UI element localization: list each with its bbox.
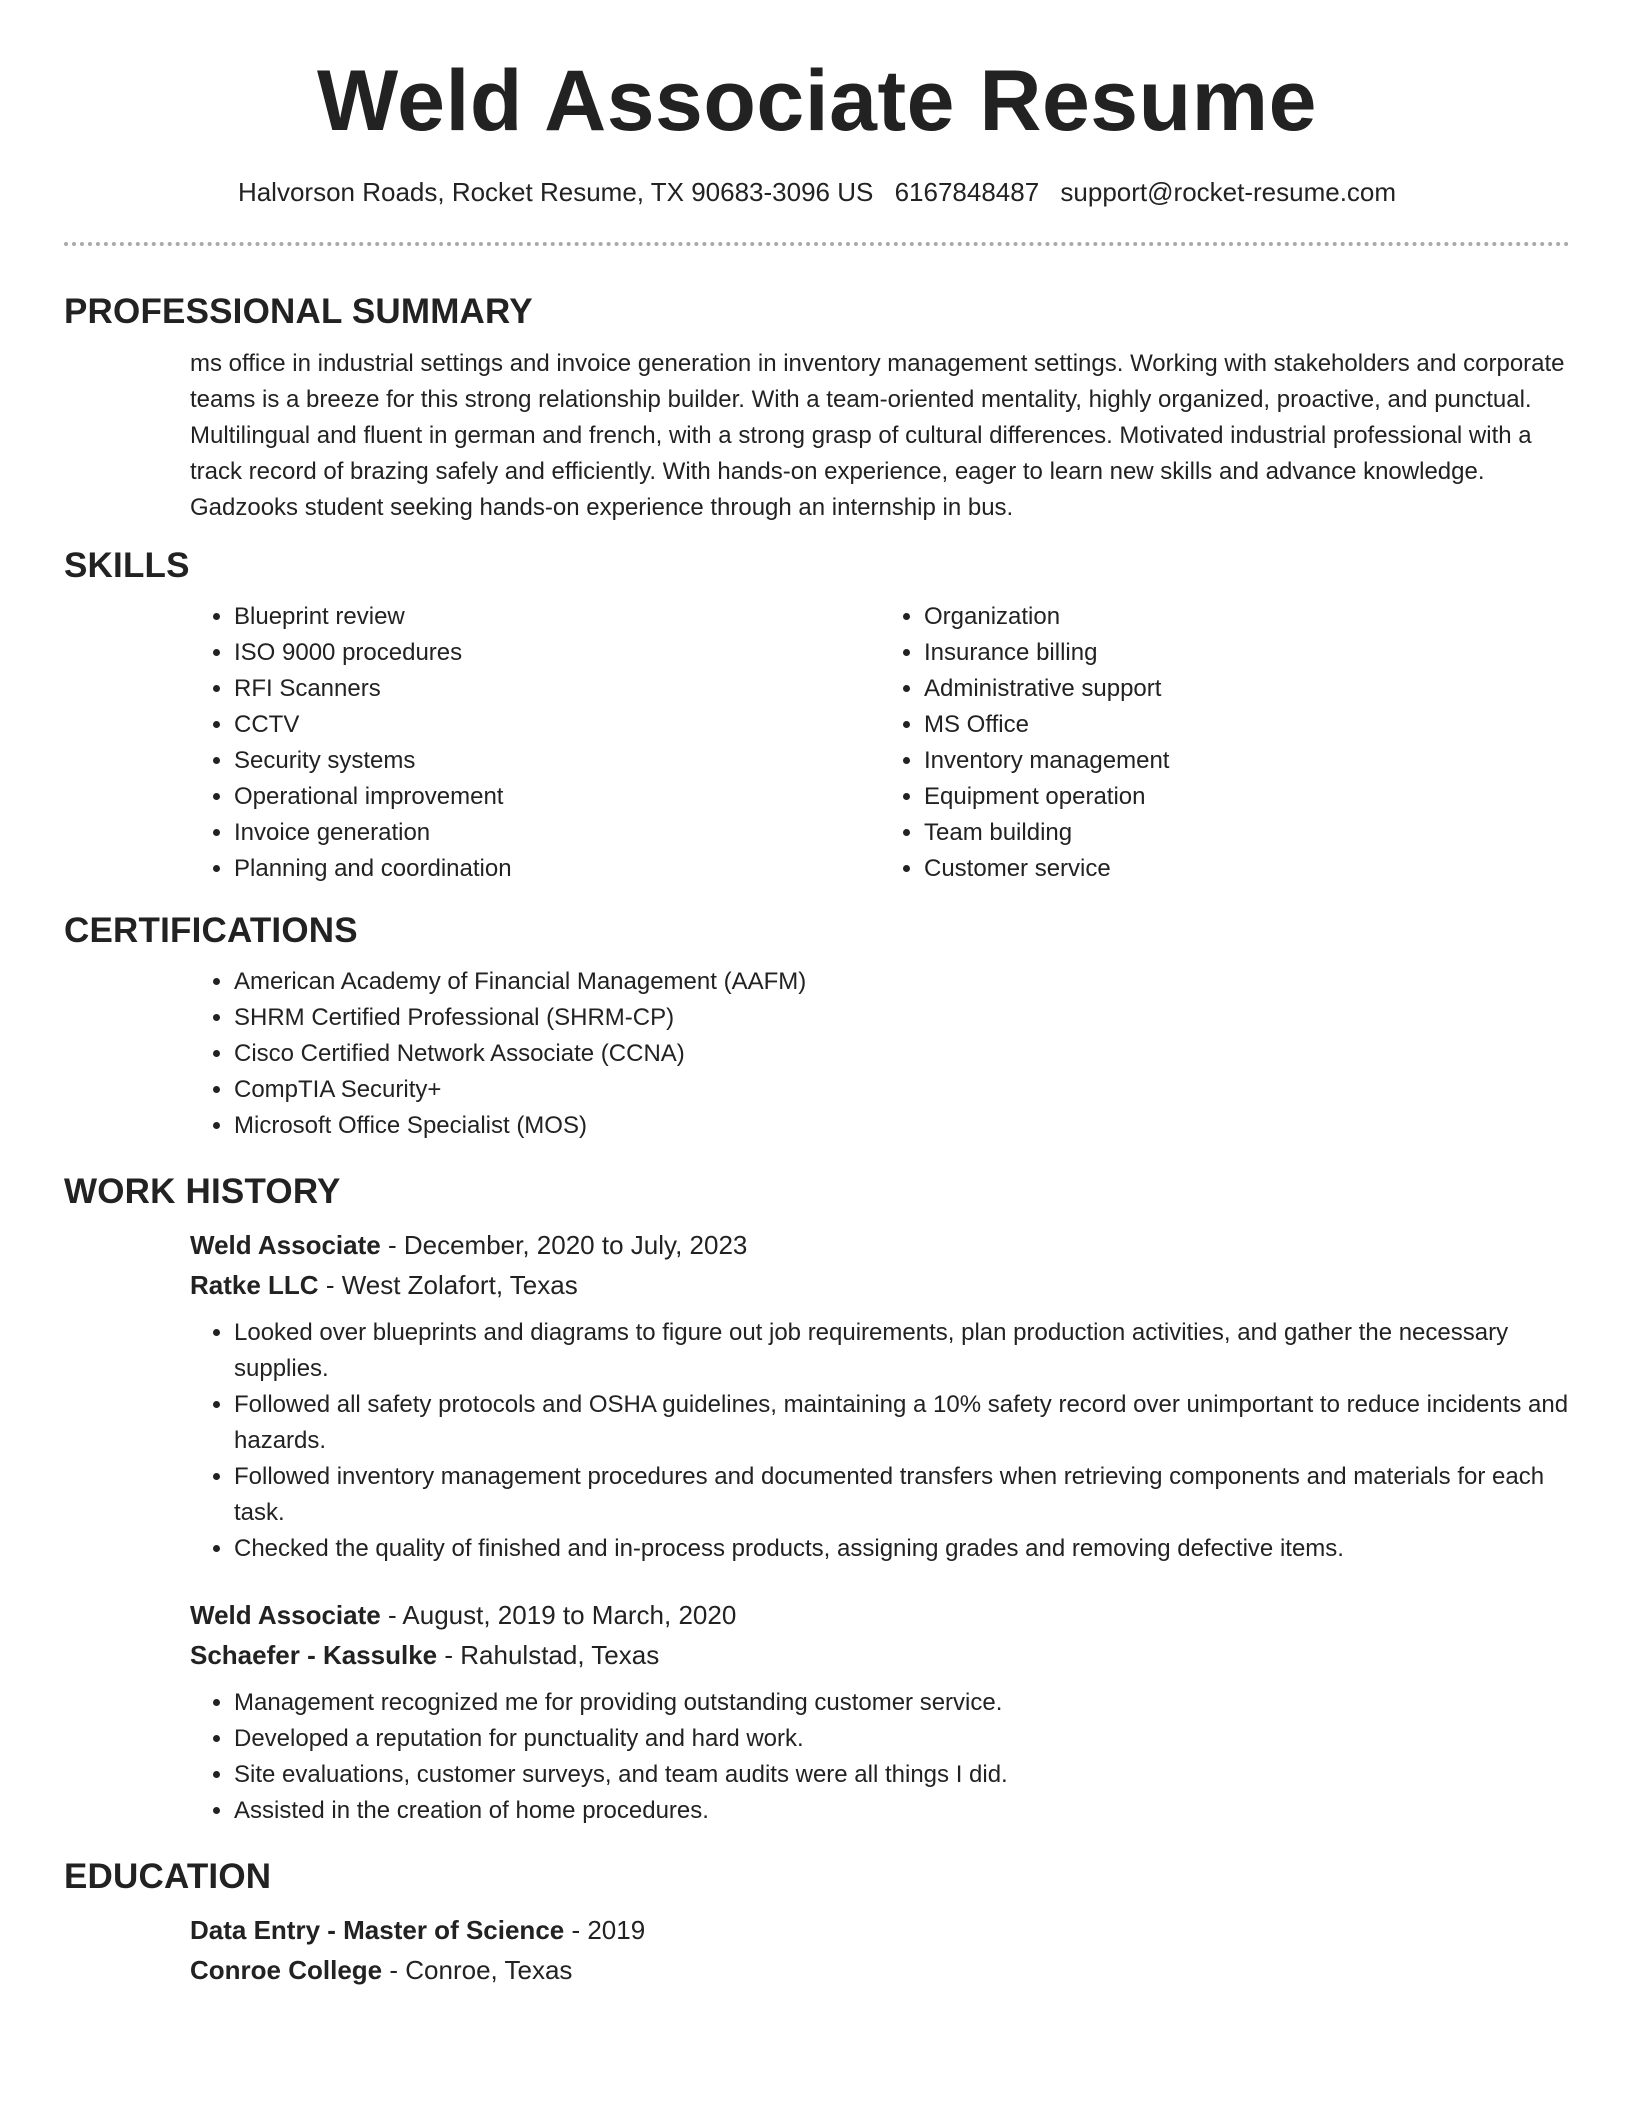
job-dates: - August, 2019 to March, 2020: [387, 1600, 737, 1631]
education-section: [64, 1910, 1570, 1990]
school-location: - Conroe, Texas: [389, 1955, 573, 1986]
work-history-section: [64, 1225, 1570, 1829]
education-heading: EDUCATION: [64, 1857, 272, 1897]
list-item: • MS Office: [924, 707, 1570, 743]
resume-page: [64, 0, 1570, 1990]
list-item: • Cisco Certified Network Associate (CCNA): [234, 1036, 1570, 1072]
contact-line: [64, 177, 1570, 208]
list-item: • Management recognized me for providing outstanding customer service.: [234, 1685, 1570, 1721]
certifications-section: [64, 964, 1570, 1144]
skills-list-left: [190, 599, 880, 887]
job-company: Ratke LLC: [190, 1270, 319, 1301]
page-title: Weld Associate Resume: [317, 53, 1317, 149]
list-item: • Operational improvement: [234, 779, 880, 815]
skills-heading: SKILLS: [64, 546, 190, 586]
list-item: • Developed a reputation for punctuality and hard work.: [234, 1721, 1570, 1757]
list-item: • Assisted in the creation of home procedures.: [234, 1793, 1570, 1829]
list-item: • Planning and coordination: [234, 851, 880, 887]
header-divider: [64, 242, 1570, 246]
list-item: • SHRM Certified Professional (SHRM-CP): [234, 1000, 1570, 1036]
certifications-heading: CERTIFICATIONS: [64, 911, 358, 951]
job-title-line: [190, 1225, 1570, 1265]
degree-line: [190, 1910, 1570, 1950]
job-title-line: [190, 1595, 1570, 1635]
address-text: Halvorson Roads, Rocket Resume, TX 90683-3096 US: [237, 177, 874, 207]
list-item: • Administrative support: [924, 671, 1570, 707]
summary-heading: PROFESSIONAL SUMMARY: [64, 292, 533, 332]
list-item: • RFI Scanners: [234, 671, 880, 707]
email-link[interactable]: support@rocket-resume.com: [1060, 177, 1397, 207]
job-entry: [190, 1595, 1570, 1829]
list-item: • Checked the quality of finished and in-process products, assigning grades and removing defective items.: [234, 1531, 1570, 1567]
job-location: - Rahulstad, Texas: [444, 1640, 660, 1671]
list-item: • Microsoft Office Specialist (MOS): [234, 1108, 1570, 1144]
summary-section: [64, 346, 1570, 526]
list-item: • CompTIA Security+: [234, 1072, 1570, 1108]
job-company-line: [190, 1265, 1570, 1305]
skills-section: [64, 599, 1570, 887]
list-item: • Insurance billing: [924, 635, 1570, 671]
list-item: • ISO 9000 procedures: [234, 635, 880, 671]
list-item: • Team building: [924, 815, 1570, 851]
job-location: - West Zolafort, Texas: [325, 1270, 578, 1301]
job-bullets: [190, 1315, 1570, 1567]
list-item: • Site evaluations, customer surveys, and team audits were all things I did.: [234, 1757, 1570, 1793]
list-item: • Customer service: [924, 851, 1570, 887]
job-title: Weld Associate: [190, 1600, 381, 1631]
list-item: • Blueprint review: [234, 599, 880, 635]
certifications-list: [190, 964, 1570, 1144]
degree-year: - 2019: [571, 1915, 646, 1946]
school-line: [190, 1950, 1570, 1990]
list-item: • American Academy of Financial Management (AAFM): [234, 964, 1570, 1000]
school-name: Conroe College: [190, 1955, 383, 1986]
summary-text: ms office in industrial settings and invoice generation in inventory management settings. Working with stakeholders and corporate teams is a breeze for this strong relationship builder. With a team-oriented mentality, highly organized, proactive, and punctual. Multilingual and fluent in german and french, with a strong grasp of cultural differences. Motivated industrial professional with a track record of brazing safely and efficiently. With hands-on experience, eager to learn new skills and advance knowledge. Gadzooks student seeking hands-on experience through an internship in bus.: [190, 350, 1565, 522]
job-company-line: [190, 1635, 1570, 1675]
job-entry: [190, 1225, 1570, 1567]
list-item: • Equipment operation: [924, 779, 1570, 815]
list-item: • Inventory management: [924, 743, 1570, 779]
degree-name: Data Entry - Master of Science: [190, 1915, 565, 1946]
list-item: • Followed all safety protocols and OSHA guidelines, maintaining a 10% safety record over unimportant to reduce incidents and hazards.: [234, 1387, 1570, 1459]
job-company: Schaefer - Kassulke: [190, 1640, 438, 1671]
list-item: • CCTV: [234, 707, 880, 743]
list-item: • Followed inventory management procedures and documented transfers when retrieving components and materials for each task.: [234, 1459, 1570, 1531]
job-bullets: [190, 1685, 1570, 1829]
job-title: Weld Associate: [190, 1230, 381, 1261]
phone-text: 6167848487: [894, 177, 1040, 207]
list-item: • Organization: [924, 599, 1570, 635]
skills-list-right: [880, 599, 1570, 887]
job-dates: - December, 2020 to July, 2023: [387, 1230, 748, 1261]
list-item: • Looked over blueprints and diagrams to figure out job requirements, plan production activities, and gather the necessary supplies.: [234, 1315, 1570, 1387]
list-item: • Security systems: [234, 743, 880, 779]
list-item: • Invoice generation: [234, 815, 880, 851]
work-history-heading: WORK HISTORY: [64, 1172, 341, 1212]
